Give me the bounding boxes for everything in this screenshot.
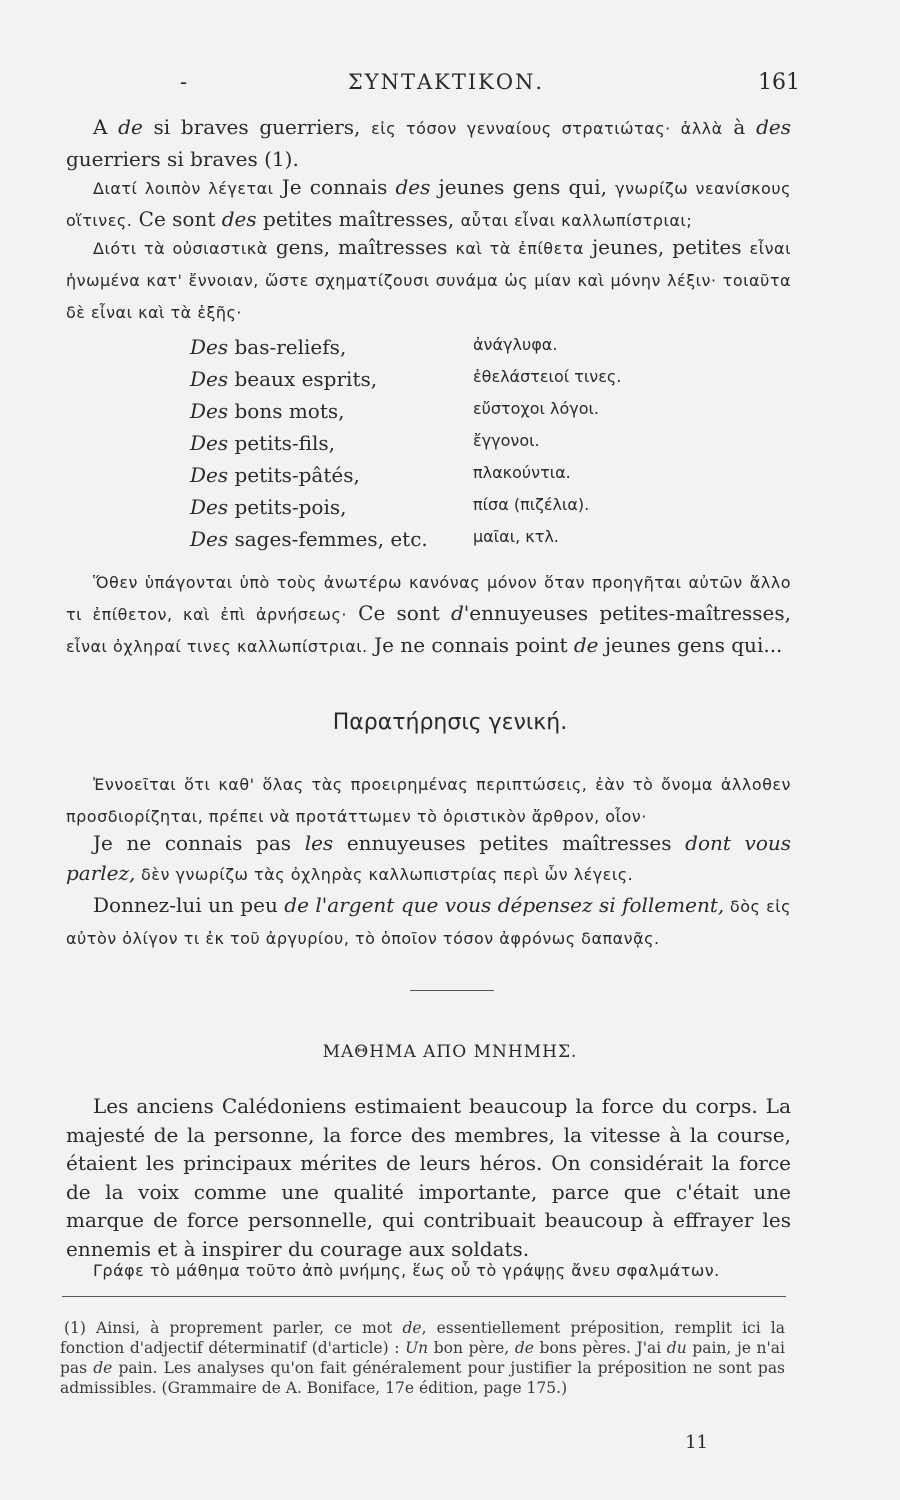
glossary-row: Des sages-femmes, etc. μαῖαι, κτλ. bbox=[190, 527, 559, 551]
glossary-row: Des petits-fils, ἔγγονοι. bbox=[190, 431, 540, 455]
paragraph-2: Διατί λοιπὸν λέγεται Je connais des jeunes gens qui, γνωρίζω νεανίσκους οἵτινες. Ce sont des petites maîtresses, αὗται εἶναι καλλωπίστριαι; bbox=[66, 175, 791, 231]
page-number: 161 bbox=[758, 70, 800, 95]
paragraph-7: Donnez-lui un peu de l'argent que vous dépensez si follement, δὸς εἰς αὐτὸν ὀλίγον τι ἐκ τοῦ ἀργυρίου, τὸ ὁποῖον τόσον ἀφρόνως δαπανᾷς. bbox=[66, 893, 792, 948]
lesson-title: ΜΑΘΗΜΑ ΑΠΟ ΜΝΗΜΗΣ. bbox=[322, 1042, 578, 1062]
glossary-row: Des beaux esprits, ἐθελάστειοί τινες. bbox=[190, 367, 622, 391]
glossary-list bbox=[190, 335, 670, 559]
glossary-row: Des bas-reliefs, ἀνάγλυφα. bbox=[190, 335, 558, 359]
running-title: ΣΥΝΤΑΚΤΙΚΟΝ. bbox=[347, 70, 545, 94]
footnote: (1) Ainsi, à proprement parler, ce mot de, essentiellement préposition, remplit ici la fonction d'adjectif déterminatif (d'article) : Un bon père, de bons pères. J'ai du pain, je n'ai pas de pain. Les analyses qu'on fait généralement pour justifier la préposition ne sont pas admissibles. (Grammaire de A. Boniface, 17e édition, page 175.) bbox=[60, 1319, 786, 1397]
paragraph-8: Les anciens Calédoniens estimaient beaucoup la force du corps. La majesté de la personne, la force des membres, la vitesse à la course, étaient les principaux mérites de leurs héros. On considérait la force de la voix comme une qualité importante, parce que c'était une marque de force personnelle, qui contribuait beaucoup à effrayer les ennemis et à inspirer du courage aux soldats. bbox=[66, 1094, 791, 1261]
paragraph-6: Je ne connais pas les ennuyeuses petites maîtresses dont vous parlez, δὲν γνωρίζω τὰς ὀχληρὰς καλλωπιστρίας περὶ ὧν λέγεις. bbox=[66, 831, 792, 885]
paragraph-3: Διότι τὰ οὐσιαστικὰ gens, maîtresses καὶ τὰ ἐπίθετα jeunes, petites εἶναι ἡνωμένα κατ' ἔννοιαν, ὥστε σχηματίζουσι συνάμα ὡς μίαν καὶ μόνην λέξιν· τοιαῦτα δὲ εἶναι καὶ τὰ ἑξῆς· bbox=[66, 235, 792, 322]
glossary-row: Des bons mots, εὔστοχοι λόγοι. bbox=[190, 399, 600, 423]
footnote-rule bbox=[62, 1296, 786, 1297]
glossary-row: Des petits-pois, πίσα (πιζέλια). bbox=[190, 495, 590, 519]
section-title: Παρατήρησις γενική. bbox=[332, 710, 568, 735]
glossary-row: Des petits-pâtés, πλακούντια. bbox=[190, 463, 571, 487]
paragraph-9: Γράφε τὸ μάθημα τοῦτο ἀπὸ μνήμης, ἕως οὗ τὸ γράψῃς ἄνευ σφαλμάτων. bbox=[93, 1261, 720, 1280]
header-dash: - bbox=[180, 70, 188, 94]
paragraph-4: Ὅθεν ὑπάγονται ὑπὸ τοὺς ἀνωτέρω κανόνας μόνον ὅταν προηγῆται αὐτῶν ἄλλο τι ἐπίθετον, καὶ ἐπὶ ἀρνήσεως· Ce sont d'ennuyeuses petites-maîtresses, εἶναι ὀχληραί τινες καλλωπίστριαι. Je ne connais point de jeunes gens qui... bbox=[66, 573, 792, 657]
paragraph-5: Ἐννοεῖται ὅτι καθ' ὅλας τὰς προειρημένας περιπτώσεις, ἐὰν τὸ ὄνομα ἀλλοθεν προσδιορίζηται, πρέπει νὰ προτάττωμεν τὸ ὁριστικὸν ἄρθρον, οἷον· bbox=[66, 775, 791, 826]
section-divider bbox=[410, 990, 494, 991]
paragraph-1: A de si braves guerriers, εἰς τόσον γενναίους στρατιώτας· ἀλλὰ à des guerriers si braves (1). bbox=[66, 115, 791, 171]
running-header bbox=[92, 70, 800, 100]
signature-mark: 11 bbox=[685, 1432, 708, 1453]
